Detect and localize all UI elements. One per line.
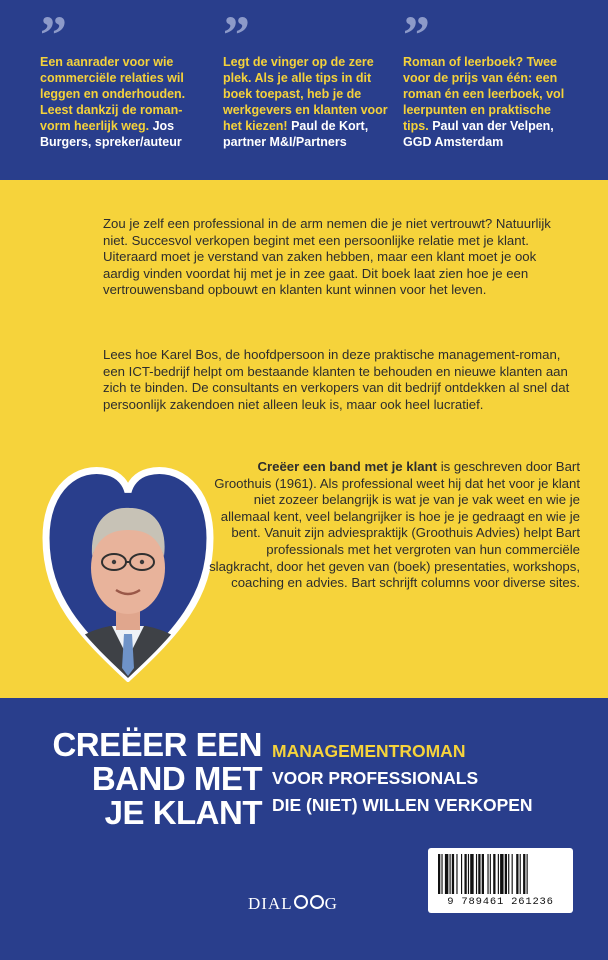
subtitle-line-1: MANAGEMENTROMAN <box>272 741 466 761</box>
publisher-logo <box>248 894 338 914</box>
description-paragraph-1: Zou je zelf een professional in de arm nemen die je niet vertrouwt? Natuurlijk niet. Succesvol verkopen begint met een persoonlijke relatie met je klant. Uiteraard moet je verstand van zaken hebben, maar een klant moet je ook aardig vinden voordat hij met je in zee gaat. Dit boek laat zien hoe je een vertrouwensband opbouwt en klanten kunt winnen voor het leven. <box>103 216 551 298</box>
quote-mark-icon: ” <box>403 5 426 65</box>
subtitle-line-3: DIE (NIET) WILLEN VERKOPEN <box>272 795 533 815</box>
quote-1 <box>40 5 208 150</box>
quote-author: Jos Burgers, spreker/auteur <box>40 119 182 149</box>
quote-author: Paul van der Velpen, GGD Amsterdam <box>403 119 554 149</box>
quote-text <box>403 54 571 150</box>
author-photo-heart <box>40 458 216 682</box>
quote-author: Paul de Kort, partner M&I/Partners <box>223 119 369 149</box>
barcode-icon <box>428 848 573 896</box>
book-subtitle <box>272 738 592 819</box>
author-bio <box>208 459 580 592</box>
quote-2 <box>223 5 391 150</box>
quote-body: Legt de vinger op de zere plek. Als je alle tips in dit boek toepast, heb je de werkgevers en klanten voor het kiezen! <box>223 55 388 133</box>
publisher-name-part-2: G <box>324 894 338 913</box>
quote-body: Een aanrader voor wie commerciële relaties wil leggen en onderhouden. Leest dankzij de roman-vorm heerlijk weg. <box>40 55 186 133</box>
subtitle-line-2: VOOR PROFESSIONALS <box>272 768 479 788</box>
quote-mark-icon: ” <box>40 5 63 65</box>
bio-text: is geschreven door Bart Groothuis (1961). Als professional weet hij dat het voor je klant niet zozeer belangrijk is wat je van je vak weet en wie je allemaal kent, veel belangrijker is hoe je je gedraagt en wie je bent. Vanuit zijn adviespraktijk (Groothuis Advies) helpt Bart professionals met het vergroten van hun commerciële slagkracht, door het geven van (boek) presentaties, workshops, coaching en advies. Bart schrijft columns voor diverse sites. <box>209 459 580 591</box>
ring-icon <box>294 895 308 909</box>
book-title <box>40 728 262 830</box>
isbn-barcode <box>428 848 573 913</box>
quote-body: Roman of leerboek? Twee voor de prijs van één: een roman én een leerboek, vol leerpunten en praktische tips. <box>403 55 565 133</box>
ring-icon <box>310 895 324 909</box>
title-line-3: JE KLANT <box>104 794 262 831</box>
title-line-2: BAND MET <box>91 760 262 797</box>
publisher-name-part-1: DIAL <box>248 894 293 913</box>
title-line-1: CREËER EEN <box>52 726 262 763</box>
quote-text <box>40 54 208 150</box>
isbn-number: 9 789461 261236 <box>447 896 554 908</box>
description-paragraph-2: Lees hoe Karel Bos, de hoofdpersoon in deze praktische management-roman, een ICT-bedrijf helpt om bestaande klanten te behouden en nieuwe klanten aan zich te binden. De consultants en verkopers van dit bedrijf ontdekken al snel dat persoonlijk zakendoen niet alleen leuk is, maar ook heel lucratief. <box>103 347 570 412</box>
quotes-band <box>0 0 608 180</box>
quote-text <box>223 54 391 150</box>
quote-mark-icon: ” <box>223 5 246 65</box>
bio-book-title: Creëer een band met je klant <box>257 459 438 474</box>
quote-3 <box>403 5 571 150</box>
